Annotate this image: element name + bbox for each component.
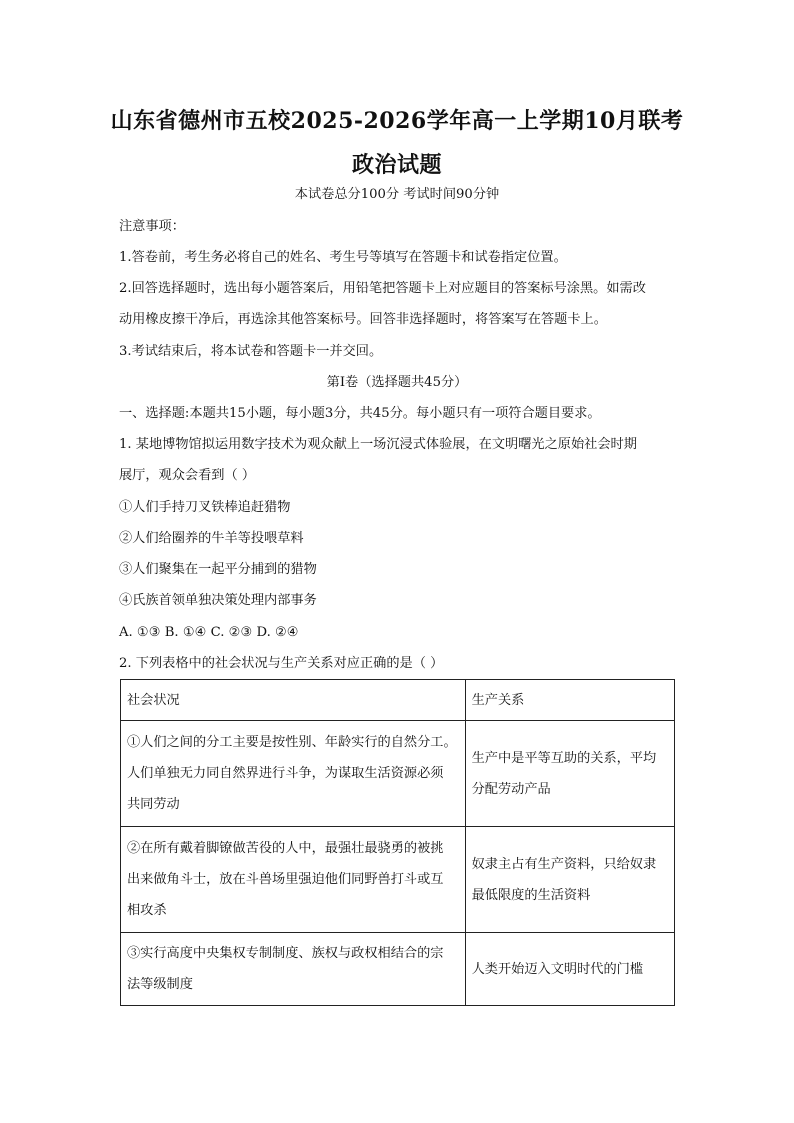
table-header-cell: 生产关系: [465, 680, 674, 721]
cell-line: 分配劳动产品: [471, 781, 551, 797]
q1-stem-line1: 1. 某地博物馆拟运用数字技术为观众献上一场沉浸式体验展，在文明曙光之原始社会时期: [119, 437, 637, 452]
volume-heading: 第I卷（选择题共45分）: [326, 375, 468, 390]
cell-line: 人类开始迈入文明时代的门槛: [471, 961, 644, 977]
table-cell: [121, 827, 466, 933]
cell-line: ②在所有戴着脚镣做苦役的人中，最强壮最骁勇的被挑: [127, 841, 444, 856]
cell-line: 奴隶主占有生产资料，只给奴隶: [471, 856, 657, 872]
cell-line: ①人们之间的分工主要是按性别、年龄实行的自然分工。: [127, 735, 457, 750]
cell-line: 出来做角斗士，放在斗兽场里强迫他们同野兽打斗或互: [127, 872, 444, 887]
table-cell: [465, 933, 674, 1006]
table-cell: [465, 721, 674, 827]
page-subtitle-subject: 政治试题: [351, 152, 442, 178]
notes-item-2-line1: 2.回答选择题时，选出每小题答案后，用铅笔把答题卡上对应题目的答案标号涂黑。如需改: [119, 281, 646, 296]
cell-line: 最低限度的生活资料: [471, 887, 591, 903]
table-row: [121, 721, 675, 827]
q1-option-2: ②人们给圈养的牛羊等投喂草料: [119, 531, 304, 546]
notes-heading: 注意事项：: [119, 219, 185, 234]
page-title: 山东省德州市五校2025-2026学年高一上学期10月联考: [110, 108, 684, 134]
q1-choices: A. ①③ B. ①④ C. ②③ D. ②④: [119, 625, 299, 640]
cell-line: 生产中是平等互助的关系，平均: [471, 750, 657, 766]
q1-stem-line2: 展厅，观众会看到（ ）: [119, 468, 256, 483]
notes-item-3: 3.考试结束后，将本试卷和答题卡一并交回。: [119, 344, 383, 359]
table-row: [121, 827, 675, 933]
table-row: [121, 933, 675, 1006]
cell-line: 法等级制度: [127, 977, 193, 992]
table-header-cell: 社会状况: [121, 680, 466, 721]
table-cell: [121, 721, 466, 827]
table-header-row: [121, 680, 675, 721]
cell-line: 共同劳动: [127, 797, 180, 812]
q1-option-4: ④氏族首领单独决策处理内部事务: [119, 593, 317, 608]
cell-line: 相攻杀: [127, 903, 167, 918]
q1-option-3: ③人们聚集在一起平分捕到的猎物: [119, 562, 317, 577]
cell-line: ③实行高度中央集权专制制度、族权与政权相结合的宗: [127, 946, 444, 961]
section-instruction: 一、选择题:本题共15小题，每小题3分，共45分。每小题只有一项符合题目要求。: [119, 406, 601, 421]
cell-line: 人们单独无力同自然界进行斗争，为谋取生活资源必须: [127, 766, 444, 781]
table-cell: [121, 933, 466, 1006]
notes-item-2-line2: 动用橡皮擦干净后，再选涂其他答案标号。回答非选择题时，将答案写在答题卡上。: [119, 312, 607, 327]
table-cell: [465, 827, 674, 933]
exam-info: 本试卷总分100分 考试时间90分钟: [294, 187, 500, 202]
q2-table: [120, 679, 675, 1006]
notes-item-1: 1.答卷前，考生务必将自己的姓名、考生号等填写在答题卡和试卷指定位置。: [119, 250, 567, 265]
q2-stem: 2. 下列表格中的社会状况与生产关系对应正确的是（ ）: [119, 656, 444, 671]
q1-option-1: ①人们手持刀叉铁棒追赶猎物: [119, 500, 291, 515]
